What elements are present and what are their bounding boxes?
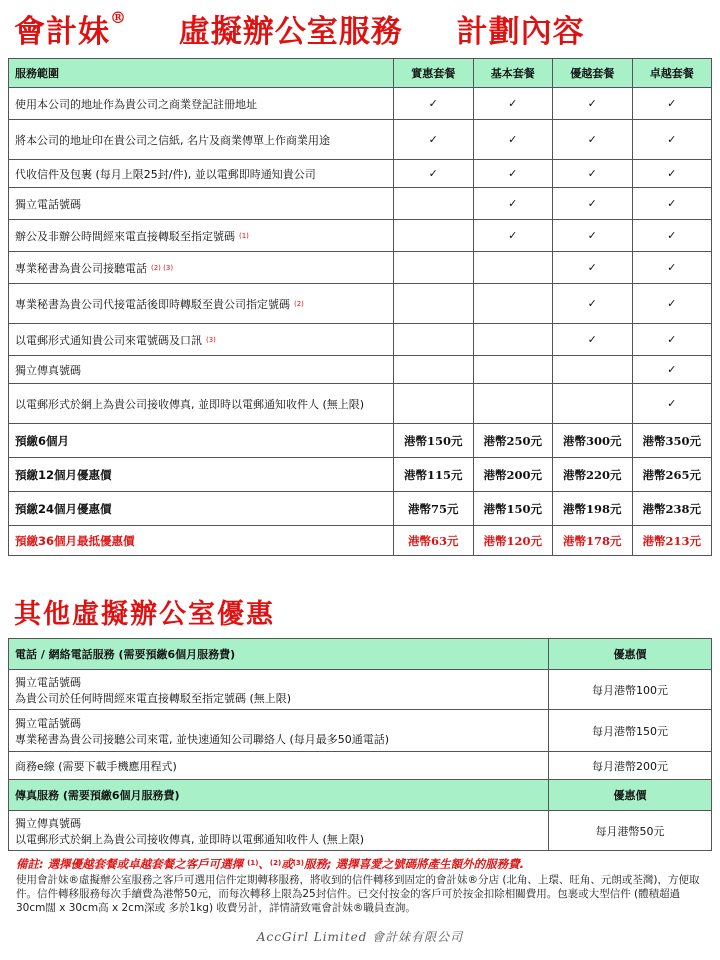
check-mark-icon: ✓ bbox=[394, 160, 474, 188]
offer-line: 以電郵形式於網上為貴公司接收傳真, 並即時以電郵通知收件人 (無上限) bbox=[15, 832, 365, 846]
offer-price: 每月港幣200元 bbox=[549, 752, 712, 780]
check-mark-icon: ✓ bbox=[553, 220, 633, 252]
section-header: 傳真服務 (需要預繳6個月服務費) bbox=[9, 780, 549, 811]
price-header: 優惠價 bbox=[549, 780, 712, 811]
offer-description bbox=[9, 670, 549, 710]
offer-line: 獨立電話號碼 bbox=[15, 716, 81, 730]
remark-text-b: 服務; 選擇喜愛之號碼將產生額外的服務費. bbox=[303, 857, 524, 871]
phone-header-row bbox=[9, 639, 712, 670]
price-value: 港幣75元 bbox=[394, 492, 474, 526]
price-row bbox=[9, 458, 712, 492]
offer-row bbox=[9, 710, 712, 752]
empty-cell bbox=[394, 284, 474, 324]
service-label bbox=[9, 88, 394, 120]
offer-line: 商務e線 (需要下載手機應用程式) bbox=[15, 759, 177, 773]
offer-line: 獨立傳真號碼 bbox=[15, 816, 81, 830]
empty-cell bbox=[473, 356, 553, 384]
service-text: 代收信件及包裹 (每月上限25封/件), 並以電郵即時通知貴公司 bbox=[15, 167, 316, 181]
empty-cell bbox=[394, 356, 474, 384]
service-name: 虛擬辦公室服務 bbox=[178, 14, 403, 50]
empty-cell bbox=[394, 384, 474, 424]
price-value: 港幣265元 bbox=[632, 458, 712, 492]
header-package: 卓越套餐 bbox=[632, 59, 712, 88]
price-row bbox=[9, 492, 712, 526]
price-value: 港幣300元 bbox=[553, 424, 633, 458]
service-text: 獨立傳真號碼 bbox=[15, 363, 81, 377]
price-value: 港幣150元 bbox=[473, 492, 553, 526]
service-text: 以電郵形式通知貴公司來電號碼及口訊 bbox=[15, 333, 202, 347]
price-value: 港幣115元 bbox=[394, 458, 474, 492]
empty-cell bbox=[394, 252, 474, 284]
check-mark-icon: ✓ bbox=[553, 88, 633, 120]
offer-price: 每月港幣100元 bbox=[549, 670, 712, 710]
plan-table bbox=[8, 58, 712, 556]
empty-cell bbox=[394, 188, 474, 220]
empty-cell bbox=[394, 324, 474, 356]
price-value: 港幣120元 bbox=[473, 526, 553, 556]
registered-mark: ® bbox=[110, 8, 127, 27]
offer-price: 每月港幣150元 bbox=[549, 710, 712, 752]
price-value: 港幣150元 bbox=[394, 424, 474, 458]
check-mark-icon: ✓ bbox=[632, 88, 712, 120]
check-mark-icon: ✓ bbox=[553, 120, 633, 160]
check-mark-icon: ✓ bbox=[394, 120, 474, 160]
service-row bbox=[9, 120, 712, 160]
offer-description bbox=[9, 811, 549, 851]
price-value: 港幣198元 bbox=[553, 492, 633, 526]
service-label bbox=[9, 284, 394, 324]
page-title bbox=[14, 6, 714, 52]
check-mark-icon: ✓ bbox=[473, 188, 553, 220]
section-header: 電話 / 網絡電話服務 (需要預繳6個月服務費) bbox=[9, 639, 549, 670]
price-value: 港幣178元 bbox=[553, 526, 633, 556]
service-text: 專業秘書為貴公司接聽電話 bbox=[15, 261, 147, 275]
empty-cell bbox=[553, 384, 633, 424]
service-text: 辦公及非辦公時間經來電直接轉駁至指定號碼 bbox=[15, 229, 235, 243]
service-text: 以電郵形式於網上為貴公司接收傳真, 並即時以電郵通知收件人 (無上限) bbox=[15, 397, 365, 411]
offer-description bbox=[9, 752, 549, 780]
service-label bbox=[9, 384, 394, 424]
price-label: 預繳12個月優惠價 bbox=[9, 458, 394, 492]
price-value: 港幣238元 bbox=[632, 492, 712, 526]
footnote-ref: (3) bbox=[292, 859, 304, 867]
header-service-scope: 服務範圍 bbox=[9, 59, 394, 88]
offer-row bbox=[9, 752, 712, 780]
service-row bbox=[9, 324, 712, 356]
empty-cell bbox=[473, 384, 553, 424]
check-mark-icon: ✓ bbox=[394, 88, 474, 120]
brand-name: 會計妹 bbox=[14, 14, 110, 50]
check-mark-icon: ✓ bbox=[632, 160, 712, 188]
offers-title: 其他虛擬辦公室優惠 bbox=[14, 599, 275, 630]
plan-subtitle: 計劃內容 bbox=[456, 14, 585, 50]
header-package: 優越套餐 bbox=[553, 59, 633, 88]
check-mark-icon: ✓ bbox=[632, 252, 712, 284]
footnote-ref: (2) bbox=[269, 859, 282, 867]
offer-row bbox=[9, 811, 712, 851]
service-label bbox=[9, 220, 394, 252]
fax-header-row bbox=[9, 780, 712, 811]
plan-header-row bbox=[9, 59, 712, 88]
service-row bbox=[9, 252, 712, 284]
price-value: 港幣350元 bbox=[632, 424, 712, 458]
service-text: 專業秘書為貴公司代接電話後即時轉駁至貴公司指定號碼 bbox=[15, 297, 290, 311]
service-label bbox=[9, 356, 394, 384]
service-label bbox=[9, 188, 394, 220]
service-text: 將本公司的地址印在貴公司之信紙, 名片及商業傳單上作商業用途 bbox=[15, 133, 330, 147]
service-row bbox=[9, 384, 712, 424]
remark-text-a: 備註: 選擇優越套餐或卓越套餐之客戶可選擇 bbox=[16, 857, 244, 871]
check-mark-icon: ✓ bbox=[553, 252, 633, 284]
service-row bbox=[9, 88, 712, 120]
offer-row bbox=[9, 670, 712, 710]
check-mark-icon: ✓ bbox=[473, 160, 553, 188]
service-label bbox=[9, 252, 394, 284]
check-mark-icon: ✓ bbox=[632, 384, 712, 424]
service-row bbox=[9, 356, 712, 384]
price-label: 預繳6個月 bbox=[9, 424, 394, 458]
notes-section bbox=[16, 856, 706, 915]
footnote-ref: (2) bbox=[294, 299, 304, 308]
service-row bbox=[9, 284, 712, 324]
check-mark-icon: ✓ bbox=[553, 284, 633, 324]
empty-cell bbox=[473, 324, 553, 356]
service-row bbox=[9, 220, 712, 252]
service-text: 獨立電話號碼 bbox=[15, 197, 81, 211]
header-package: 基本套餐 bbox=[473, 59, 553, 88]
service-label bbox=[9, 324, 394, 356]
check-mark-icon: ✓ bbox=[632, 356, 712, 384]
price-label: 預繳36個月最抵優惠價 bbox=[9, 526, 394, 556]
check-mark-icon: ✓ bbox=[473, 88, 553, 120]
service-row bbox=[9, 188, 712, 220]
mail-forwarding-note: 使用會計妹®虛擬辦公室服務之客戶可選用信件定期轉移服務，將收到的信件轉移到固定的會計妹®分店 (北角、上環、旺角、元朗或荃灣)，方便取件。信件轉移服務每次手續費為港幣50元，而每次轉移上限為25封信件。已交付按金的客戶可於按金扣除相關費用。包裹或大型信件 (體積超過30cm闊 x 30cm高 x 2cm深或 多於1kg) 收費另計，詳情請致電會計妹®職員查詢。 bbox=[16, 874, 700, 914]
check-mark-icon: ✓ bbox=[632, 120, 712, 160]
price-label: 預繳24個月優惠價 bbox=[9, 492, 394, 526]
price-header: 優惠價 bbox=[549, 639, 712, 670]
offers-table bbox=[8, 638, 712, 851]
check-mark-icon: ✓ bbox=[553, 324, 633, 356]
price-row bbox=[9, 424, 712, 458]
check-mark-icon: ✓ bbox=[632, 284, 712, 324]
check-mark-icon: ✓ bbox=[632, 324, 712, 356]
remark-sep: 或 bbox=[281, 857, 293, 871]
remark bbox=[16, 856, 706, 871]
check-mark-icon: ✓ bbox=[553, 160, 633, 188]
price-value: 港幣213元 bbox=[632, 526, 712, 556]
remark-sep: 、 bbox=[258, 857, 270, 871]
service-row bbox=[9, 160, 712, 188]
empty-cell bbox=[473, 284, 553, 324]
header-package: 實惠套餐 bbox=[394, 59, 474, 88]
empty-cell bbox=[473, 252, 553, 284]
price-row bbox=[9, 526, 712, 556]
check-mark-icon: ✓ bbox=[632, 220, 712, 252]
offer-line: 獨立電話號碼 bbox=[15, 675, 81, 689]
check-mark-icon: ✓ bbox=[473, 120, 553, 160]
price-value: 港幣250元 bbox=[473, 424, 553, 458]
footnote-ref: (1) bbox=[247, 859, 259, 867]
price-value: 港幣220元 bbox=[553, 458, 633, 492]
price-value: 港幣200元 bbox=[473, 458, 553, 492]
footnote-ref: (1) bbox=[239, 231, 249, 240]
service-label bbox=[9, 120, 394, 160]
empty-cell bbox=[553, 356, 633, 384]
check-mark-icon: ✓ bbox=[553, 188, 633, 220]
footer-company: AccGirl Limited 會計妹有限公司 bbox=[256, 930, 464, 944]
offer-line: 專業秘書為貴公司接聽公司來電, 並快速通知公司聯絡人 (每月最多50通電話) bbox=[15, 732, 390, 746]
offer-description bbox=[9, 710, 549, 752]
service-label bbox=[9, 160, 394, 188]
footnote-ref: (2) (3) bbox=[151, 263, 174, 272]
offer-price: 每月港幣50元 bbox=[549, 811, 712, 851]
check-mark-icon: ✓ bbox=[473, 220, 553, 252]
check-mark-icon: ✓ bbox=[632, 188, 712, 220]
service-text: 使用本公司的地址作為貴公司之商業登記註冊地址 bbox=[15, 97, 257, 111]
footnote-ref: (3) bbox=[206, 335, 216, 344]
price-value: 港幣63元 bbox=[394, 526, 474, 556]
empty-cell bbox=[394, 220, 474, 252]
offer-line: 為貴公司於任何時間經來電直接轉駁至指定號碼 (無上限) bbox=[15, 691, 292, 705]
